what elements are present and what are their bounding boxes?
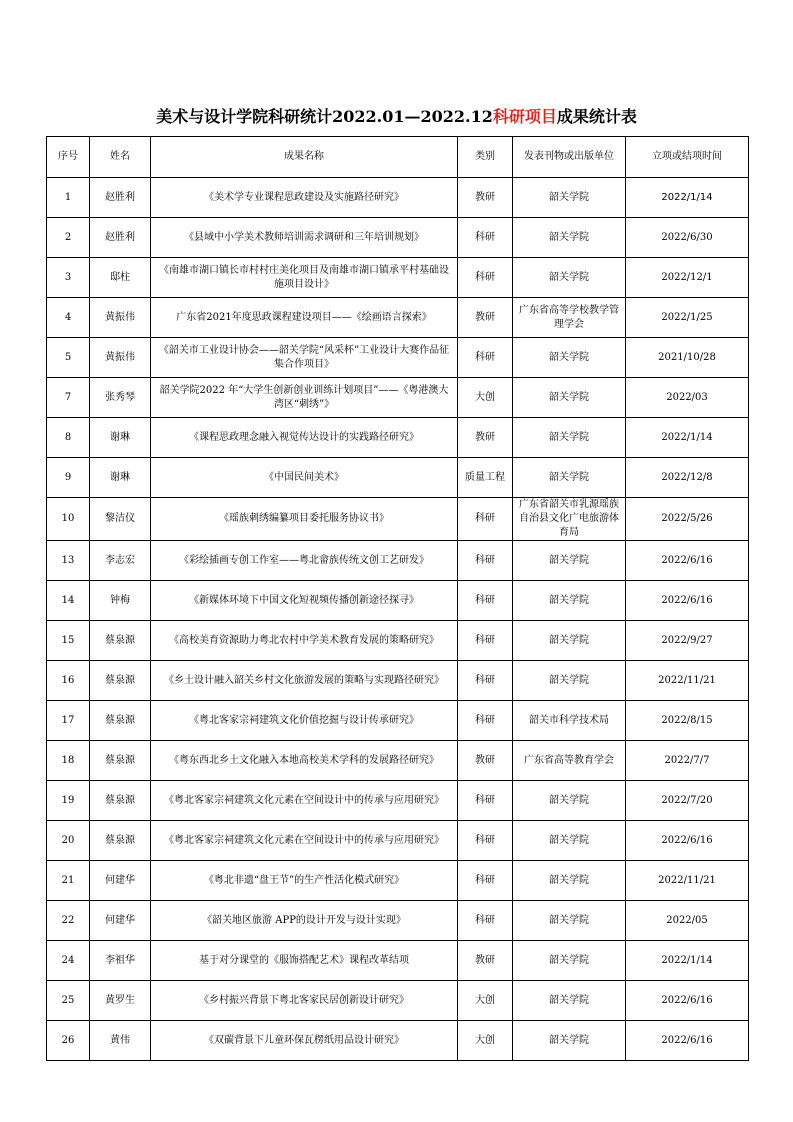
row-date: 2022/1/14: [626, 941, 749, 981]
row-index: 4: [47, 298, 90, 338]
table-row: [47, 581, 749, 621]
table-row: [47, 661, 749, 701]
row-date: 2022/6/16: [626, 541, 749, 581]
row-publisher: 韶关学院: [513, 621, 626, 661]
row-publisher: 韶关学院: [513, 458, 626, 498]
results-table: [46, 136, 749, 1061]
row-index: 1: [47, 178, 90, 218]
row-name: 张秀琴: [90, 378, 151, 418]
row-type: 科研: [458, 821, 513, 861]
row-date: 2022/5/26: [626, 498, 749, 541]
row-name: 赵胜利: [90, 178, 151, 218]
row-name: 蔡泉源: [90, 701, 151, 741]
row-index: 7: [47, 378, 90, 418]
row-date: 2022/6/16: [626, 821, 749, 861]
row-type: 科研: [458, 258, 513, 298]
row-work: 《粤北客家宗祠建筑文化价值挖掘与设计传承研究》: [151, 701, 458, 741]
row-publisher: 广东省高等学校教学管理学会: [513, 298, 626, 338]
row-type: 科研: [458, 901, 513, 941]
row-index: 17: [47, 701, 90, 741]
row-name: 邸柱: [90, 258, 151, 298]
row-name: 李祖华: [90, 941, 151, 981]
row-index: 9: [47, 458, 90, 498]
row-date: 2022/05: [626, 901, 749, 941]
row-name: 谢琳: [90, 418, 151, 458]
row-work: 《课程思政理念融入视觉传达设计的实践路径研究》: [151, 418, 458, 458]
table-row: [47, 861, 749, 901]
row-type: 大创: [458, 378, 513, 418]
row-name: 黄罗生: [90, 981, 151, 1021]
row-work: 《乡村振兴背景下粤北客家民居创新设计研究》: [151, 981, 458, 1021]
table-row: [47, 418, 749, 458]
row-type: 科研: [458, 338, 513, 378]
table-row: [47, 621, 749, 661]
row-type: 教研: [458, 298, 513, 338]
header-work: 成果名称: [151, 137, 458, 178]
row-date: 2022/1/14: [626, 178, 749, 218]
row-publisher: 韶关学院: [513, 861, 626, 901]
row-work: 《县域中小学美术教师培训需求调研和三年培训规划》: [151, 218, 458, 258]
table-row: [47, 781, 749, 821]
row-date: 2021/10/28: [626, 338, 749, 378]
row-type: 教研: [458, 178, 513, 218]
row-name: 赵胜利: [90, 218, 151, 258]
table-row: [47, 258, 749, 298]
row-work: 《韶关市工业设计协会——韶关学院“风采杯”工业设计大赛作品征集合作项目》: [151, 338, 458, 378]
row-type: 科研: [458, 661, 513, 701]
row-publisher: 韶关学院: [513, 338, 626, 378]
row-date: 2022/1/25: [626, 298, 749, 338]
row-publisher: 韶关学院: [513, 418, 626, 458]
row-work: 广东省2021年度思政课程建设项目——《绘画语言探索》: [151, 298, 458, 338]
row-work: 《高校美育资源助力粤北农村中学美术教育发展的策略研究》: [151, 621, 458, 661]
row-index: 24: [47, 941, 90, 981]
page-title: [0, 104, 793, 127]
table-body: [47, 178, 749, 1061]
table-row: [47, 178, 749, 218]
row-work: 基于对分课堂的《服饰搭配艺术》课程改革结项: [151, 941, 458, 981]
row-publisher: 韶关学院: [513, 901, 626, 941]
row-name: 何建华: [90, 901, 151, 941]
table-row: [47, 541, 749, 581]
row-work: 《美术学专业课程思政建设及实施路径研究》: [151, 178, 458, 218]
row-type: 大创: [458, 981, 513, 1021]
row-type: 科研: [458, 621, 513, 661]
row-name: 蔡泉源: [90, 661, 151, 701]
row-type: 科研: [458, 498, 513, 541]
row-date: 2022/6/16: [626, 1021, 749, 1061]
row-work: 《南雄市湖口镇长市村村庄美化项目及南雄市湖口镇承平村基础设施项目设计》: [151, 258, 458, 298]
row-name: 蔡泉源: [90, 821, 151, 861]
row-date: 2022/11/21: [626, 661, 749, 701]
row-publisher: 韶关学院: [513, 941, 626, 981]
row-index: 22: [47, 901, 90, 941]
row-name: 蔡泉源: [90, 621, 151, 661]
row-index: 26: [47, 1021, 90, 1061]
row-type: 教研: [458, 741, 513, 781]
row-work: 《韶关地区旅游 APP的设计开发与设计实现》: [151, 901, 458, 941]
row-publisher: 广东省高等教育学会: [513, 741, 626, 781]
row-index: 18: [47, 741, 90, 781]
row-work: 《粤北客家宗祠建筑文化元素在空间设计中的传承与应用研究》: [151, 821, 458, 861]
row-name: 蔡泉源: [90, 781, 151, 821]
row-date: 2022/7/20: [626, 781, 749, 821]
row-date: 2022/12/1: [626, 258, 749, 298]
row-index: 10: [47, 498, 90, 541]
row-date: 2022/11/21: [626, 861, 749, 901]
table-row: [47, 701, 749, 741]
row-work: 《乡土设计融入韶关乡村文化旅游发展的策略与实现路径研究》: [151, 661, 458, 701]
row-date: 2022/03: [626, 378, 749, 418]
row-work: 《彩绘插画专创工作室——粤北畲族传统文创工艺研发》: [151, 541, 458, 581]
row-index: 15: [47, 621, 90, 661]
table-row: [47, 941, 749, 981]
row-date: 2022/6/16: [626, 981, 749, 1021]
row-work: 《新媒体环境下中国文化短视频传播创新途径探寻》: [151, 581, 458, 621]
title-prefix: 美术与设计学院科研统计2022.01—2022.12: [156, 107, 493, 126]
table-row: [47, 218, 749, 258]
header-index: 序号: [47, 137, 90, 178]
row-type: 教研: [458, 941, 513, 981]
row-publisher: 韶关学院: [513, 661, 626, 701]
title-suffix: 成果统计表: [556, 107, 637, 126]
row-type: 科研: [458, 781, 513, 821]
row-work: 《中国民间美术》: [151, 458, 458, 498]
row-type: 质量工程: [458, 458, 513, 498]
row-work: 《双碳背景下儿童环保瓦楞纸用品设计研究》: [151, 1021, 458, 1061]
row-type: 科研: [458, 218, 513, 258]
row-work: 《瑶族刺绣编纂项目委托服务协议书》: [151, 498, 458, 541]
table-row: [47, 981, 749, 1021]
row-work: 《粤北非遗“盘王节”的生产性活化模式研究》: [151, 861, 458, 901]
table-row: [47, 821, 749, 861]
row-date: 2022/6/30: [626, 218, 749, 258]
header-publisher: 发表刊物或出版单位: [513, 137, 626, 178]
row-name: 黄振伟: [90, 338, 151, 378]
header-row: [47, 137, 749, 178]
row-publisher: 韶关市科学技术局: [513, 701, 626, 741]
row-name: 何建华: [90, 861, 151, 901]
row-name: 黄伟: [90, 1021, 151, 1061]
row-index: 2: [47, 218, 90, 258]
row-name: 谢琳: [90, 458, 151, 498]
row-type: 科研: [458, 701, 513, 741]
header-name: 姓名: [90, 137, 151, 178]
row-index: 5: [47, 338, 90, 378]
table-row: [47, 298, 749, 338]
row-type: 教研: [458, 418, 513, 458]
row-type: 科研: [458, 541, 513, 581]
row-publisher: 韶关学院: [513, 781, 626, 821]
row-publisher: 韶关学院: [513, 258, 626, 298]
table-row: [47, 498, 749, 541]
row-date: 2022/8/15: [626, 701, 749, 741]
row-index: 14: [47, 581, 90, 621]
row-publisher: 韶关学院: [513, 178, 626, 218]
table-row: [47, 338, 749, 378]
row-publisher: 韶关学院: [513, 1021, 626, 1061]
row-date: 2022/6/16: [626, 581, 749, 621]
table-row: [47, 458, 749, 498]
row-index: 3: [47, 258, 90, 298]
row-work: 《粤北客家宗祠建筑文化元素在空间设计中的传承与应用研究》: [151, 781, 458, 821]
row-work: 《粤东西北乡土文化融入本地高校美术学科的发展路径研究》: [151, 741, 458, 781]
row-work: 韶关学院2022 年“大学生创新创业训练计划项目”——《粤港澳大湾区“刺绣”》: [151, 378, 458, 418]
row-index: 13: [47, 541, 90, 581]
row-publisher: 韶关学院: [513, 981, 626, 1021]
table-row: [47, 378, 749, 418]
row-index: 19: [47, 781, 90, 821]
row-name: 黄振伟: [90, 298, 151, 338]
row-date: 2022/7/7: [626, 741, 749, 781]
row-publisher: 韶关学院: [513, 581, 626, 621]
table-row: [47, 901, 749, 941]
header-type: 类别: [458, 137, 513, 178]
row-publisher: 韶关学院: [513, 378, 626, 418]
table-row: [47, 741, 749, 781]
row-name: 李志宏: [90, 541, 151, 581]
row-name: 钟梅: [90, 581, 151, 621]
row-index: 16: [47, 661, 90, 701]
row-publisher: 广东省韶关市乳源瑶族自治县文化广电旅游体育局: [513, 498, 626, 541]
row-name: 蔡泉源: [90, 741, 151, 781]
header-date: 立项或结项时间: [626, 137, 749, 178]
row-date: 2022/1/14: [626, 418, 749, 458]
row-publisher: 韶关学院: [513, 821, 626, 861]
row-type: 科研: [458, 861, 513, 901]
row-name: 黎洁仪: [90, 498, 151, 541]
row-index: 21: [47, 861, 90, 901]
row-date: 2022/9/27: [626, 621, 749, 661]
row-type: 科研: [458, 581, 513, 621]
row-publisher: 韶关学院: [513, 541, 626, 581]
row-type: 大创: [458, 1021, 513, 1061]
title-highlight: 科研项目: [492, 107, 557, 126]
row-date: 2022/12/8: [626, 458, 749, 498]
row-index: 8: [47, 418, 90, 458]
row-publisher: 韶关学院: [513, 218, 626, 258]
table-row: [47, 1021, 749, 1061]
row-index: 25: [47, 981, 90, 1021]
row-index: 20: [47, 821, 90, 861]
